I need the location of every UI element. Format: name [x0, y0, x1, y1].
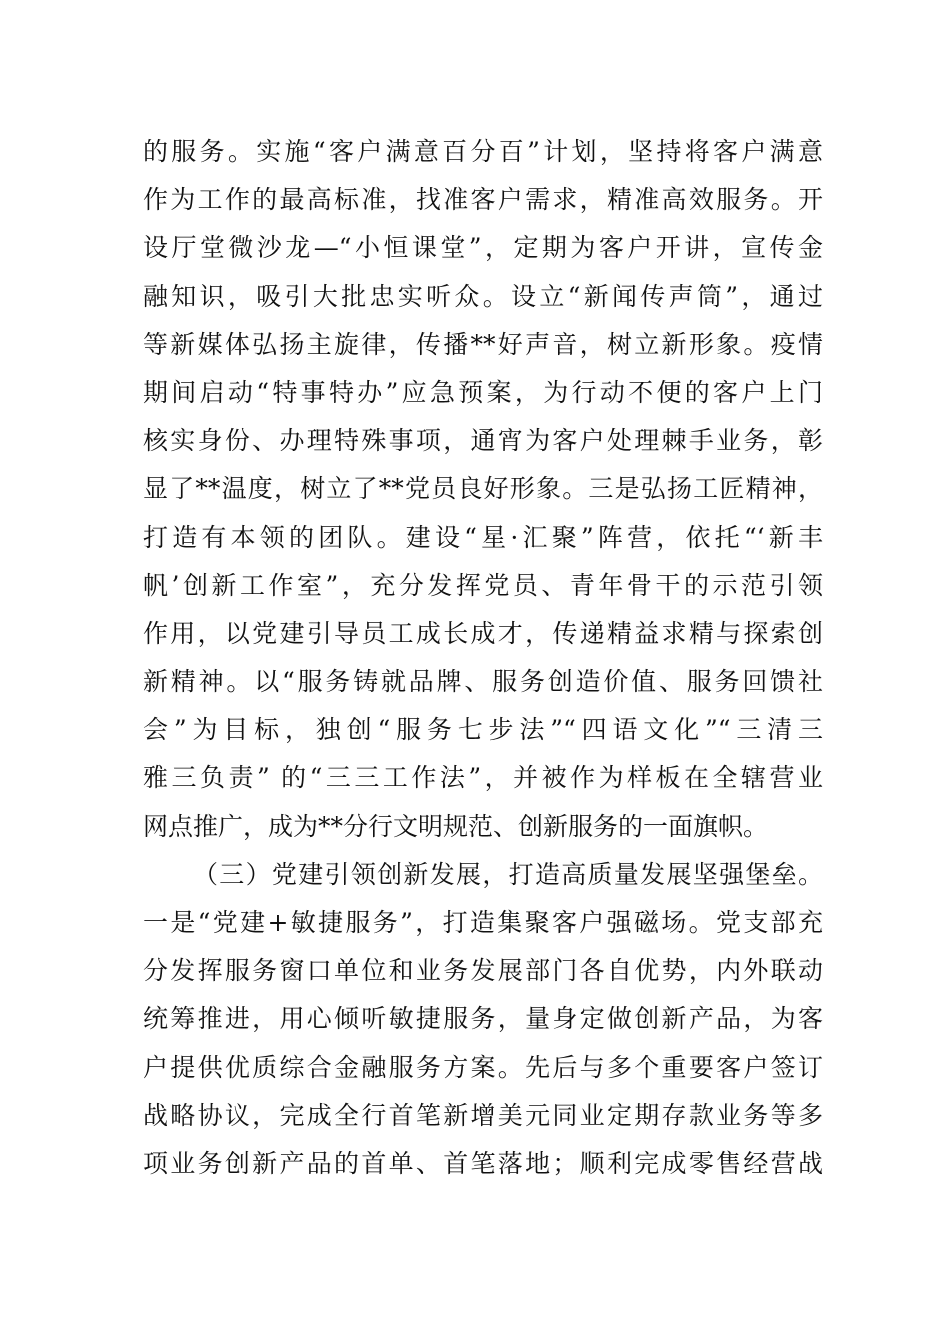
text-line: 分发挥服务窗口单位和业务发展部门各自优势，内外联动	[143, 956, 823, 986]
text-line: 打造有本领的团队。建设“星·汇聚”阵营，依托“‘新丰	[143, 522, 823, 552]
section-heading: （三）党建引领创新发展，打造高质量发展坚强堡垒。	[193, 859, 823, 889]
text-line: 会”为目标，独创“服务七步法”“四语文化”“三清三	[143, 715, 823, 745]
text-line: 雅三负责” 的“三三工作法”，并被作为样板在全辖营业	[143, 763, 823, 793]
paragraph-end-line: 网点推广，成为**分行文明规范、创新服务的一面旗帜。	[143, 811, 769, 841]
text-line: 一是“党建+敏捷服务”，打造集聚客户强磁场。党支部充	[143, 908, 823, 937]
text-line: 战略协议，完成全行首笔新增美元同业定期存款业务等多	[143, 1100, 823, 1130]
text-line: 统筹推进，用心倾听敏捷服务，量身定做创新产品，为客	[143, 1004, 823, 1034]
text-line: 新精神。以“服务铸就品牌、服务创造价值、服务回馈社	[143, 667, 823, 697]
text-line: 显了**温度，树立了**党员良好形象。三是弘扬工匠精神，	[143, 474, 823, 504]
text-line: 核实身份、办理特殊事项，通宵为客户处理棘手业务，彰	[143, 426, 823, 456]
text-line: 帆’创新工作室”，充分发挥党员、青年骨干的示范引领	[143, 570, 823, 600]
body-text	[143, 128, 823, 1188]
text-line: 作用，以党建引导员工成长成才，传递精益求精与探索创	[143, 618, 823, 648]
text-line: 融知识，吸引大批忠实听众。设立“新闻传声筒”，通过	[143, 281, 823, 311]
text-line: 作为工作的最高标准，找准客户需求，精准高效服务。开	[143, 185, 823, 215]
text-line: 设厅堂微沙龙—“小恒课堂”，定期为客户开讲，宣传金	[143, 233, 823, 263]
text-line: 项业务创新产品的首单、首笔落地；顺利完成零售经营战	[143, 1148, 823, 1178]
text-line: 户提供优质综合金融服务方案。先后与多个重要客户签订	[143, 1052, 823, 1082]
text-line: 期间启动“特事特办”应急预案，为行动不便的客户上门	[143, 377, 823, 407]
text-line: 等新媒体弘扬主旋律，传播**好声音，树立新形象。疫情	[143, 329, 823, 359]
text-line: 的服务。实施“客户满意百分百”计划，坚持将客户满意	[143, 137, 823, 166]
